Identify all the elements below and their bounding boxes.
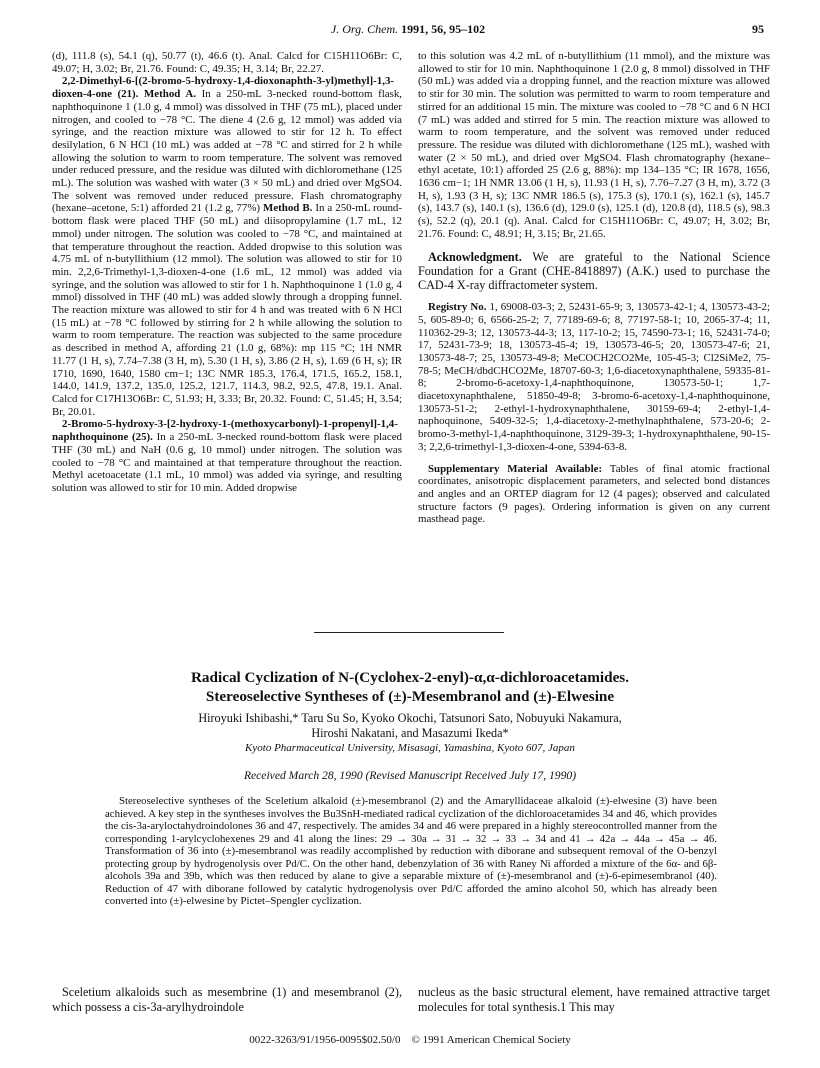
acknowledgment-heading: Acknowledgment.: [428, 249, 522, 264]
method-b-heading: Method B.: [263, 202, 313, 215]
journal-name: J. Org. Chem.: [330, 22, 399, 36]
title-line-1: Radical Cyclization of N-(Cyclohex-2-enyl)-α,α-dichloroacetamides.: [190, 669, 630, 686]
left-column: [52, 50, 402, 495]
compound-25-text: In a 250-mL 3-necked round-bottom flask were placed THF (30 mL) and NaH (0.6 g, 10 mmol) under nitrogen. The solution was cooled to −78 °C and maintained at that temperature throughout the reaction. Methyl acetoacetate (1.1 mL, 10 mmol) was added via syringe, and resulting solution was allowed to stir for 10 min. Added dropwise: [52, 431, 402, 494]
journal-citation: [52, 22, 764, 37]
supplementary-text: Tables of final atomic fractional coordinates, anisotropic displacement parameters, and selected bond distances and angles and an ORTEP diagram for 12 (4 pages); observed and calculated structure factors (9 pages). Ordering information is given on any current masthead page.: [418, 462, 771, 526]
registry-heading: Registry No.: [428, 301, 487, 314]
method-a-text: In a 250-mL 3-necked round-bottom flask, naphthoquinone 1 (1.0 g, 4 mmol) was dissolved in THF (75 mL), placed under nitrogen, and cooled to −78 °C. The diene 4 (2.6 g, 12 mmol) was added via syringe, and the reaction mixture was allowed to stir for 12 h. To effect desilylation, 6 N HCl (10 mL) was added at −78 °C and stirred for 2 h while allowing the solution to warm to room temperature. The solvent was removed under reduced pressure, and the residue was diluted with dichloromethane (125 mL). The solution was washed with water (3 × 50 mL) and dried over MgSO4. The solvent was removed under reduced pressure. Flash chromatography (hexane–acetone, 5:1) afforded 21 (1.2 g, 77%): [52, 88, 402, 215]
authors-line-1: Hiroyuki Ishibashi,* Taru Su So, Kyoko Okochi, Tatsunori Sato, Nobuyuki Nakamura,: [198, 711, 622, 725]
body-right-text: nucleus as the basic structural element, have remained attractive target molecules for total synthesis.1 This may: [418, 985, 770, 1014]
body-left-text: Sceletium alkaloids such as mesembrine (1) and mesembranol (2), which possess a cis-3a-arylhydroindole: [52, 985, 402, 1014]
affiliation: Kyoto Pharmaceutical University, Misasagi, Yamashina, Kyoto 607, Japan: [245, 742, 575, 754]
article-title: [52, 668, 768, 706]
received-date: Received March 28, 1990 (Revised Manuscript Received July 17, 1990): [243, 769, 577, 782]
supplementary-heading: Supplementary Material Available:: [428, 462, 603, 475]
abstract: Stereoselective syntheses of the Sceletium alkaloid (±)-mesembranol (2) and the Amaryllidaceae alkaloid (±)-elwesine (3) have been achieved. A key step in the syntheses involves the Bu3SnH-mediated radical cyclization of the dichloroacetamides 34 and 46, which provides the cis-3a-aryloctahydroindolones 36 and 47, respectively. The amides 34 and 46 were prepared in a highly stereocontrolled manner from the corresponding 1-arylcyclohexenes 29 and 41 along the lines: 29 → 30a → 31 → 32 → 33 → 34 and 41 → 42a → 44a → 45a → 46. Transformation of 36 into (±)-mesembranol was readily accomplished by reduction with diborane and subsequent removal of the O-benzyl protecting group by hydrogenolysis over Pd/C. On the other hand, debenzylation of 36 with Raney Ni afforded a mixture of the 6α- and 6β-alcohols 39a and 39b, which was then reduced by alane to give a separable mixture of (±)-mesembranol and (±)-6-epimesembranol (40). Reduction of 47 with diborane followed by catalytic hydrogenolysis over Pd/C afforded the amino alcohol 50, which has already been converted into (±)-elwesine by Pictet–Spengler cyclization.: [105, 795, 717, 907]
copyright: © 1991 American Chemical Society: [411, 1034, 571, 1046]
journal-year-volume: 1991, 56, 95–102: [401, 22, 486, 36]
title-line-2: Stereoselective Syntheses of (±)-Mesembranol and (±)-Elwesine: [205, 688, 615, 705]
registry-numbers: [418, 301, 770, 453]
running-header: [52, 22, 764, 38]
compound-25-heading: 2-Bromo-5-hydroxy-3-[2-hydroxy-1-(methoxycarbonyl)-1-propenyl]-1,4-naphthoquinone (25).: [52, 418, 398, 444]
author-list: [52, 711, 768, 741]
left-paragraph-2: [52, 75, 402, 418]
section-divider: [314, 632, 504, 633]
left-paragraph-1: (d), 111.8 (s), 54.1 (q), 50.77 (t), 46.6 (t). Anal. Calcd for C15H11O6Br: C, 49.07; H, 3.02; Br, 21.76. Found: C, 49.35; H, 3.14; Br, 22.27.: [52, 50, 402, 75]
supplementary-material: [418, 463, 770, 527]
registry-text: 1, 69008-03-3; 2, 52431-65-9; 3, 130573-42-1; 4, 130573-43-2; 5, 605-89-0; 6, 6566-25-2; 7, 77189-69-6; 8, 77197-58-1; 10, 2065-37-4; 11, 110362-29-3; 12, 130573-44-3; 13, 117-10-2; 15, 74590-73-1; 16, 52431-74-0; 17, 52431-73-9; 18, 130573-45-4; 19, 130573-46-5; 20, 130573-47-6; 21, 130573-48-7; 25, 130573-49-8; MeCOCH2CO2Me, 105-45-3; Cl2SiMe2, 75-78-5; MeCH/dbdCHCO2Me, 18707-60-3; 1,6-diacetoxynaphthalene, 59335-81-8; 2-bromo-6-acetoxy-1,4-naphthoquinone, 130573-50-1; 1,7-diacetoxynaphthalene, 51850-49-8; 3-bromo-6-acetoxy-1,4-naphthoquinone, 130573-51-2; 2-ethyl-1-hydroxynaphthalene, 30159-69-4; 2-ethyl-1,4-naphoquinone, 5409-32-5; 1,4-diacetoxy-2-methylnaphthalene, 573-20-6; 2-bromo-3-methyl-1,4-naphthoquinone, 3129-39-3; 1-hydroxynaphthalene, 90-15-3; 2,2,6-trimethyl-1,3-dioxen-4-one, 5394-63-8.: [418, 301, 770, 453]
body-right-column: [418, 985, 770, 1014]
acknowledgment-text: We are grateful to the National Science Foundation for a Grant (CHE-8418897) (A.K.) used to purchase the CAD-4 X-ray diffractometer system.: [418, 249, 770, 292]
right-paragraph-1: to this solution was 4.2 mL of n-butyllithium (11 mmol), and the mixture was allowed to stir for 10 min. Naphthoquinone 1 (2.0 g, 8 mmol) dissolved in THF (50 mL) was added via a dropping funnel, and the reaction mixture was allowed to stir for 30 min. The solution was permitted to warm to room temperature and stirred for an additional 15 min. The mixture was cooled to −78 °C and 6 N HCl (7 mL) was added and stirred for 5 min. The reaction mixture was allowed to warm to room temperature, and the solvent was removed under reduced pressure. The residue was diluted with dichloromethane (125 mL), washed with water (2 × 50 mL), and dried over MgSO4. Flash chromatography (hexane–ethyl acetate, 10:1) afforded 25 (2.6 g, 88%): mp 134–135 °C; IR 1678, 1656, 1636 cm−1; 1H NMR 13.06 (1 H, s), 11.93 (1 H, s), 7.76–7.27 (3 H, m), 3.72 (3 H, s), 1.93 (3 H, s); 13C NMR 186.5 (s), 175.3 (s), 170.1 (s), 162.1 (s), 145.7 (s), 143.7 (s), 140.1 (s), 136.6 (d), 129.0 (s), 125.1 (d), 120.8 (d), 118.5 (s), 98.3 (s), 52.2 (q), 20.1 (q). Anal. Calcd for C15H11O6Br: C, 49.07; H, 3.02; Br, 21.76. Found: C, 48.91; H, 3.15; Br, 21.65.: [418, 50, 770, 240]
page-number: 95: [752, 22, 764, 36]
article-code: 0022-3263/91/1956-0095$02.50/0: [249, 1034, 401, 1046]
right-column: [418, 50, 770, 526]
body-left-column: [52, 985, 402, 1014]
acknowledgment: [418, 250, 770, 293]
left-paragraph-3: [52, 418, 402, 494]
page-footer: [52, 1034, 768, 1046]
method-b-text: In a 250-mL round-bottom flask were placed THF (50 mL) and diisopropylamine (1.7 mL, 12 mmol) under nitrogen. The solution was cooled to −78 °C, and maintained at that temperature throughout the reaction. Added dropwise to this solution was 4.75 mL of n-butyllithium (12 mmol). The solution was allowed to stir for 10 min. 2,2,6-Trimethyl-1,3-dioxen-4-one (1.6 mL, 12 mmol) was added via syringe, and the solution was allowed to stir for 1 h. Naphthoquinone 1 (1.0 g, 4 mmol) dissolved in THF (40 mL) was added slowly through a dropping funnel. The reaction mixture was allowed to stir for 4 h and was treated with 6 N HCl (15 mL) at −78 °C followed by stirring for 2 h while allowing the solution to warm to room temperature. The reaction was subjected to the same procedure as described in method A, affording 21 (1.0 g, 68%): mp 115 °C; 1H NMR 11.77 (1 H, s), 7.74–7.38 (3 H, m), 5.30 (1 H, s), 3.86 (2 H, s), 1.69 (6 H, s); IR 1710, 1690, 1640, 1580 cm−1; 13C NMR 185.3, 176.4, 171.5, 165.2, 158.1, 144.0, 141.9, 137.2, 135.0, 125.2, 121.7, 114.3, 98.2, 92.5, 47.8, 19.1. Anal. Calcd for C17H13O6Br: C, 51.93; H, 3.33; Br, 20.32. Found: C, 51.45; H, 3.54; Br, 20.01.: [52, 202, 402, 418]
compound-21-heading: 2,2-Dimethyl-6-[(2-bromo-5-hydroxy-1,4-dioxonaphth-3-yl)methyl]-1,3-dioxen-4-one (21). Method A.: [52, 75, 395, 101]
authors-line-2: Hiroshi Nakatani, and Masazumi Ikeda*: [311, 726, 509, 740]
